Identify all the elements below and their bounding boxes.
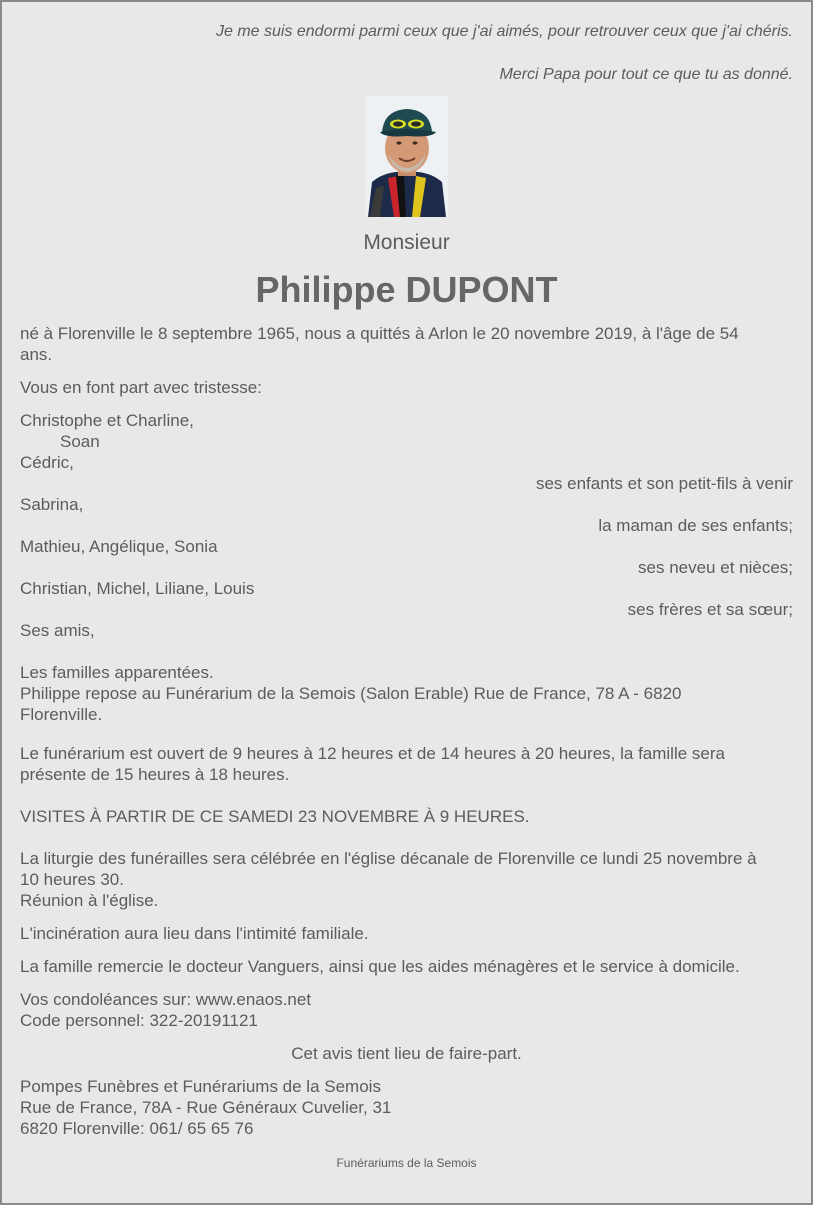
funeral-home-block	[20, 1076, 793, 1139]
hours-line-2: présente de 15 heures à 18 heures.	[20, 765, 290, 784]
grandchild-name: Soan	[60, 432, 100, 451]
funeral-home-name: Pompes Funèbres et Funérariums de la Semois	[20, 1077, 381, 1096]
mother-relation: la maman de ses enfants;	[598, 516, 793, 535]
children-names: Christophe et Charline,	[20, 411, 194, 430]
mother-name: Sabrina,	[20, 495, 84, 514]
quote-line-2: Merci Papa pour tout ce que tu as donné.	[499, 66, 793, 83]
funeral-home-address: Rue de France, 78A - Rue Généraux Cuvelier, 31	[20, 1098, 392, 1117]
children-relation: ses enfants et son petit-fils à venir	[535, 474, 793, 493]
siblings-relation: ses frères et sa sœur;	[627, 600, 793, 619]
cremation-text: L'incinération aura lieu dans l'intimité familiale.	[20, 924, 369, 943]
personal-code: Code personnel: 322-20191121	[20, 1011, 258, 1030]
nephews-names: Mathieu, Angélique, Sonia	[20, 537, 218, 556]
condolences-link[interactable]: Vos condoléances sur: www.enaos.net	[20, 990, 312, 1009]
friends: Ses amis,	[20, 621, 95, 640]
liturgy-line-1: La liturgie des funérailles sera célébrée en l'église décanale de Florenville ce lundi 25 novembre à	[20, 849, 757, 868]
rest-line-2: Florenville.	[20, 705, 103, 724]
family-list	[20, 410, 793, 641]
rest-line-1: Philippe repose au Funérarium de la Semois (Salon Erable) Rue de France, 78 A - 6820	[20, 684, 682, 703]
footer-credit: Funérariums de la Semois	[336, 1156, 477, 1170]
deceased-name: Philippe DUPONT	[255, 269, 558, 310]
birth-death-text	[20, 323, 793, 365]
announcement: Vous en font part avec tristesse:	[20, 378, 262, 397]
hours-line-1: Le funérarium est ouvert de 9 heures à 12 heures et de 14 heures à 20 heures, la famille sera	[20, 744, 725, 763]
quote-line-1: Je me suis endormi parmi ceux que j'ai aimés, pour retrouver ceux que j'ai chéris.	[215, 23, 793, 40]
thanks-text: La famille remercie le docteur Vanguers, ainsi que les aides ménagères et le service à domicile.	[20, 957, 740, 976]
visits-notice: VISITES À PARTIR DE CE SAMEDI 23 NOVEMBRE À 9 HEURES.	[20, 807, 530, 826]
funeral-home-city-phone: 6820 Florenville: 061/ 65 65 76	[20, 1119, 254, 1138]
birth-death-line-2: ans.	[20, 345, 53, 364]
birth-death-line-1: né à Florenville le 8 septembre 1965, nous a quittés à Arlon le 20 novembre 2019, à l'âge de 54	[20, 324, 739, 343]
relatives: Les familles apparentées.	[20, 663, 214, 682]
portrait-photo	[366, 96, 448, 217]
liturgy-text	[20, 848, 793, 911]
condolences-block	[20, 989, 793, 1031]
notice-text: Cet avis tient lieu de faire-part.	[291, 1044, 522, 1063]
rest-text	[20, 662, 793, 725]
nephews-relation: ses neveu et nièces;	[638, 558, 793, 577]
opening-hours	[20, 743, 793, 785]
siblings-names: Christian, Michel, Liliane, Louis	[20, 579, 255, 598]
honorific: Monsieur	[363, 231, 450, 254]
meeting-place: Réunion à l'église.	[20, 891, 159, 910]
liturgy-line-2: 10 heures 30.	[20, 870, 124, 889]
child-name: Cédric,	[20, 453, 74, 472]
